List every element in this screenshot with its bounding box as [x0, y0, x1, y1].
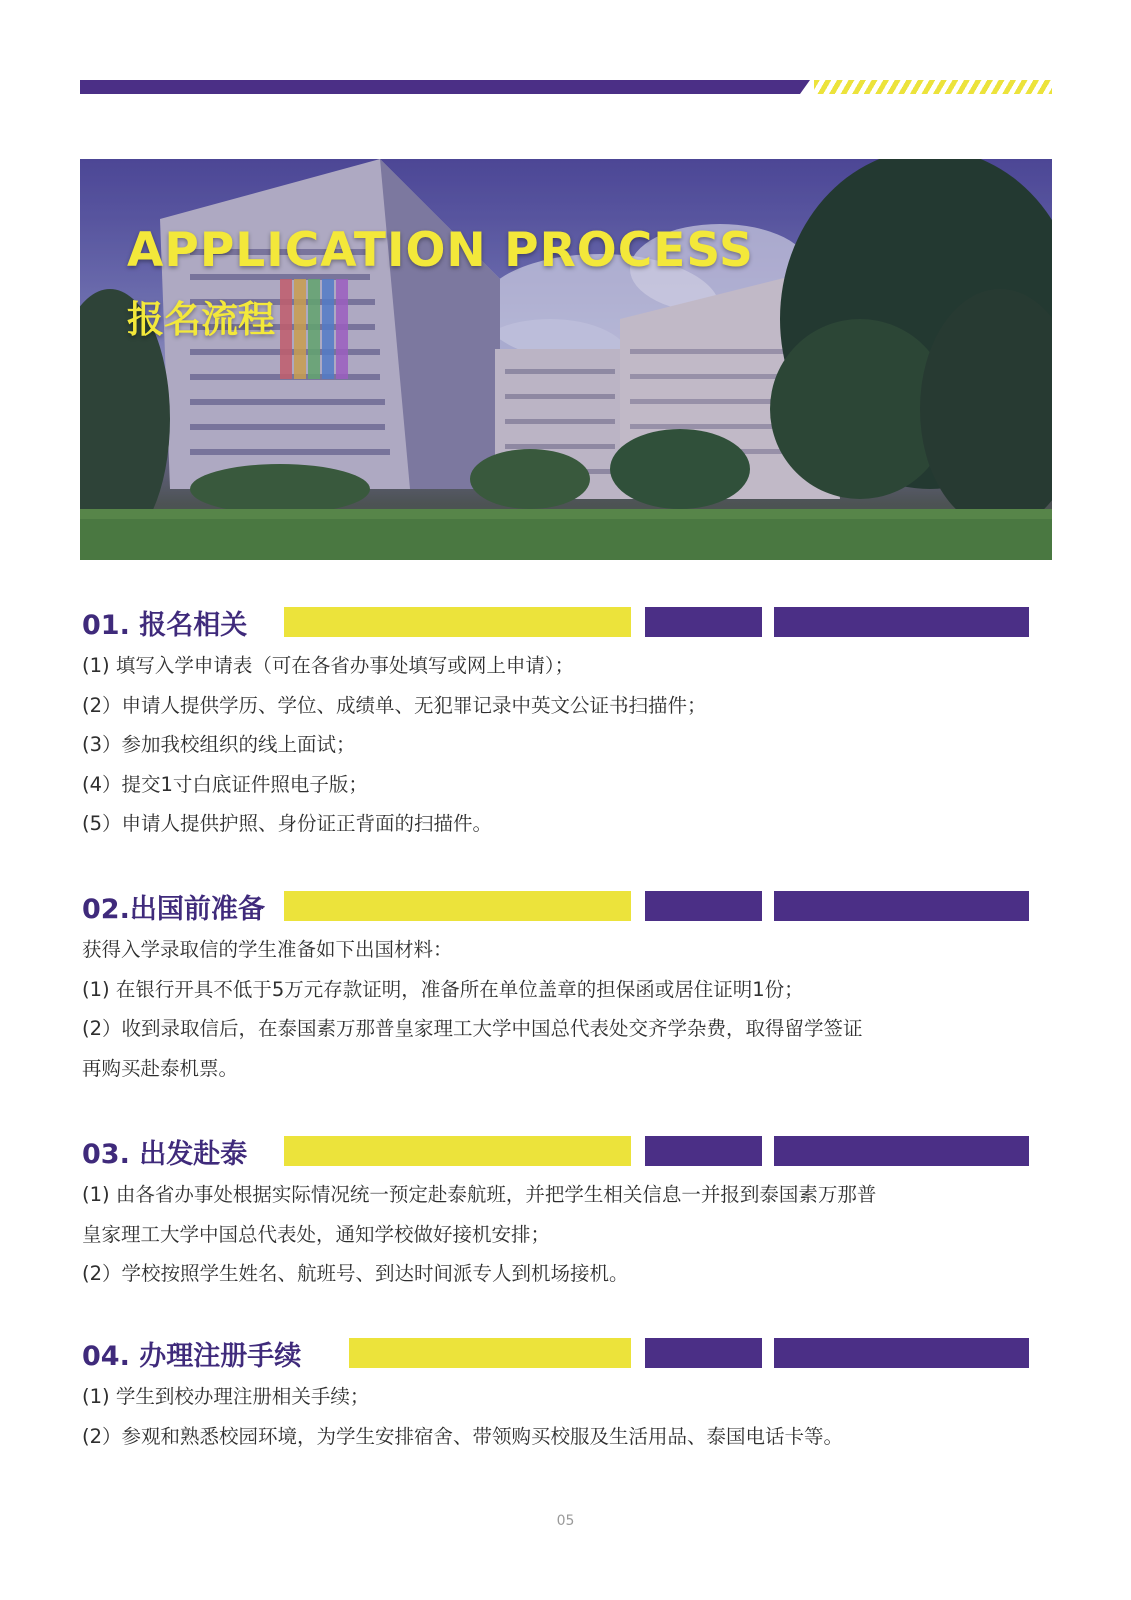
section-body	[82, 930, 1052, 1088]
section-03	[82, 1135, 1052, 1294]
section-line: (1) 学生到校办理注册相关手续；	[82, 1385, 370, 1408]
yellow-bar	[284, 607, 631, 637]
hero-title-cn: 报名流程	[127, 298, 275, 341]
section-body	[82, 1377, 1052, 1456]
purple-bar-short	[645, 607, 762, 637]
section-02	[82, 890, 1052, 1088]
section-body	[82, 646, 1052, 844]
purple-bar-long	[774, 891, 1029, 921]
yellow-bar	[284, 1136, 631, 1166]
section-header	[82, 606, 1052, 641]
top-bar-purple	[80, 80, 800, 94]
section-header	[82, 1337, 1052, 1372]
top-bar-yellow-hatch	[814, 80, 1052, 94]
section-line: (3）参加我校组织的线上面试；	[82, 733, 356, 756]
section-title: 04. 办理注册手续	[82, 1341, 302, 1372]
purple-bar-long	[774, 1136, 1029, 1166]
purple-bar-long	[774, 1338, 1029, 1368]
yellow-bar	[284, 891, 631, 921]
section-line: (2）学校按照学生姓名、航班号、到达时间派专人到机场接机。	[82, 1262, 629, 1285]
section-line: (2）参观和熟悉校园环境，为学生安排宿舍、带领购买校服及生活用品、泰国电话卡等。	[82, 1424, 844, 1448]
section-title: 01. 报名相关	[82, 610, 248, 641]
purple-bar-short	[645, 1136, 762, 1166]
top-bar-purple-tip	[800, 80, 810, 94]
purple-bar-short	[645, 891, 762, 921]
section-header	[82, 890, 1052, 925]
section-line: 获得入学录取信的学生准备如下出国材料：	[82, 938, 453, 961]
hero-title-en: APPLICATION PROCESS	[127, 223, 754, 278]
purple-bar-long	[774, 607, 1029, 637]
section-line: (2）收到录取信后，在泰国素万那普皇家理工大学中国总代表处交齐学杂费，取得留学签证	[82, 1017, 863, 1040]
yellow-bar	[349, 1338, 631, 1368]
section-line: (5）申请人提供护照、身份证正背面的扫描件。	[82, 812, 493, 835]
campus-photo	[80, 159, 1052, 560]
section-line: (4）提交1寸白底证件照电子版；	[82, 772, 368, 796]
section-line: (2）申请人提供学历、学位、成绩单、无犯罪记录中英文公证书扫描件；	[82, 693, 707, 717]
hero-banner	[80, 159, 1052, 560]
purple-bar-short	[645, 1338, 762, 1368]
section-title: 02.出国前准备	[82, 894, 265, 925]
section-header	[82, 1135, 1052, 1170]
section-01	[82, 606, 1052, 844]
section-line: (1) 由各省办事处根据实际情况统一预定赴泰航班，并把学生相关信息一并报到泰国素万那普	[82, 1183, 877, 1206]
section-line: (1) 填写入学申请表（可在各省办事处填写或网上申请）；	[82, 654, 575, 677]
page-number: 05	[556, 1513, 575, 1529]
section-title: 03. 出发赴泰	[82, 1139, 248, 1170]
section-line: 再购买赴泰机票。	[82, 1056, 239, 1080]
section-line: (1) 在银行开具不低于5万元存款证明，准备所在单位盖章的担保函或居住证明1份；	[82, 977, 804, 1001]
top-decorative-bar	[80, 80, 1052, 94]
section-04	[82, 1337, 1052, 1456]
section-line: 皇家理工大学中国总代表处，通知学校做好接机安排；	[82, 1222, 551, 1246]
section-body	[82, 1175, 1052, 1294]
